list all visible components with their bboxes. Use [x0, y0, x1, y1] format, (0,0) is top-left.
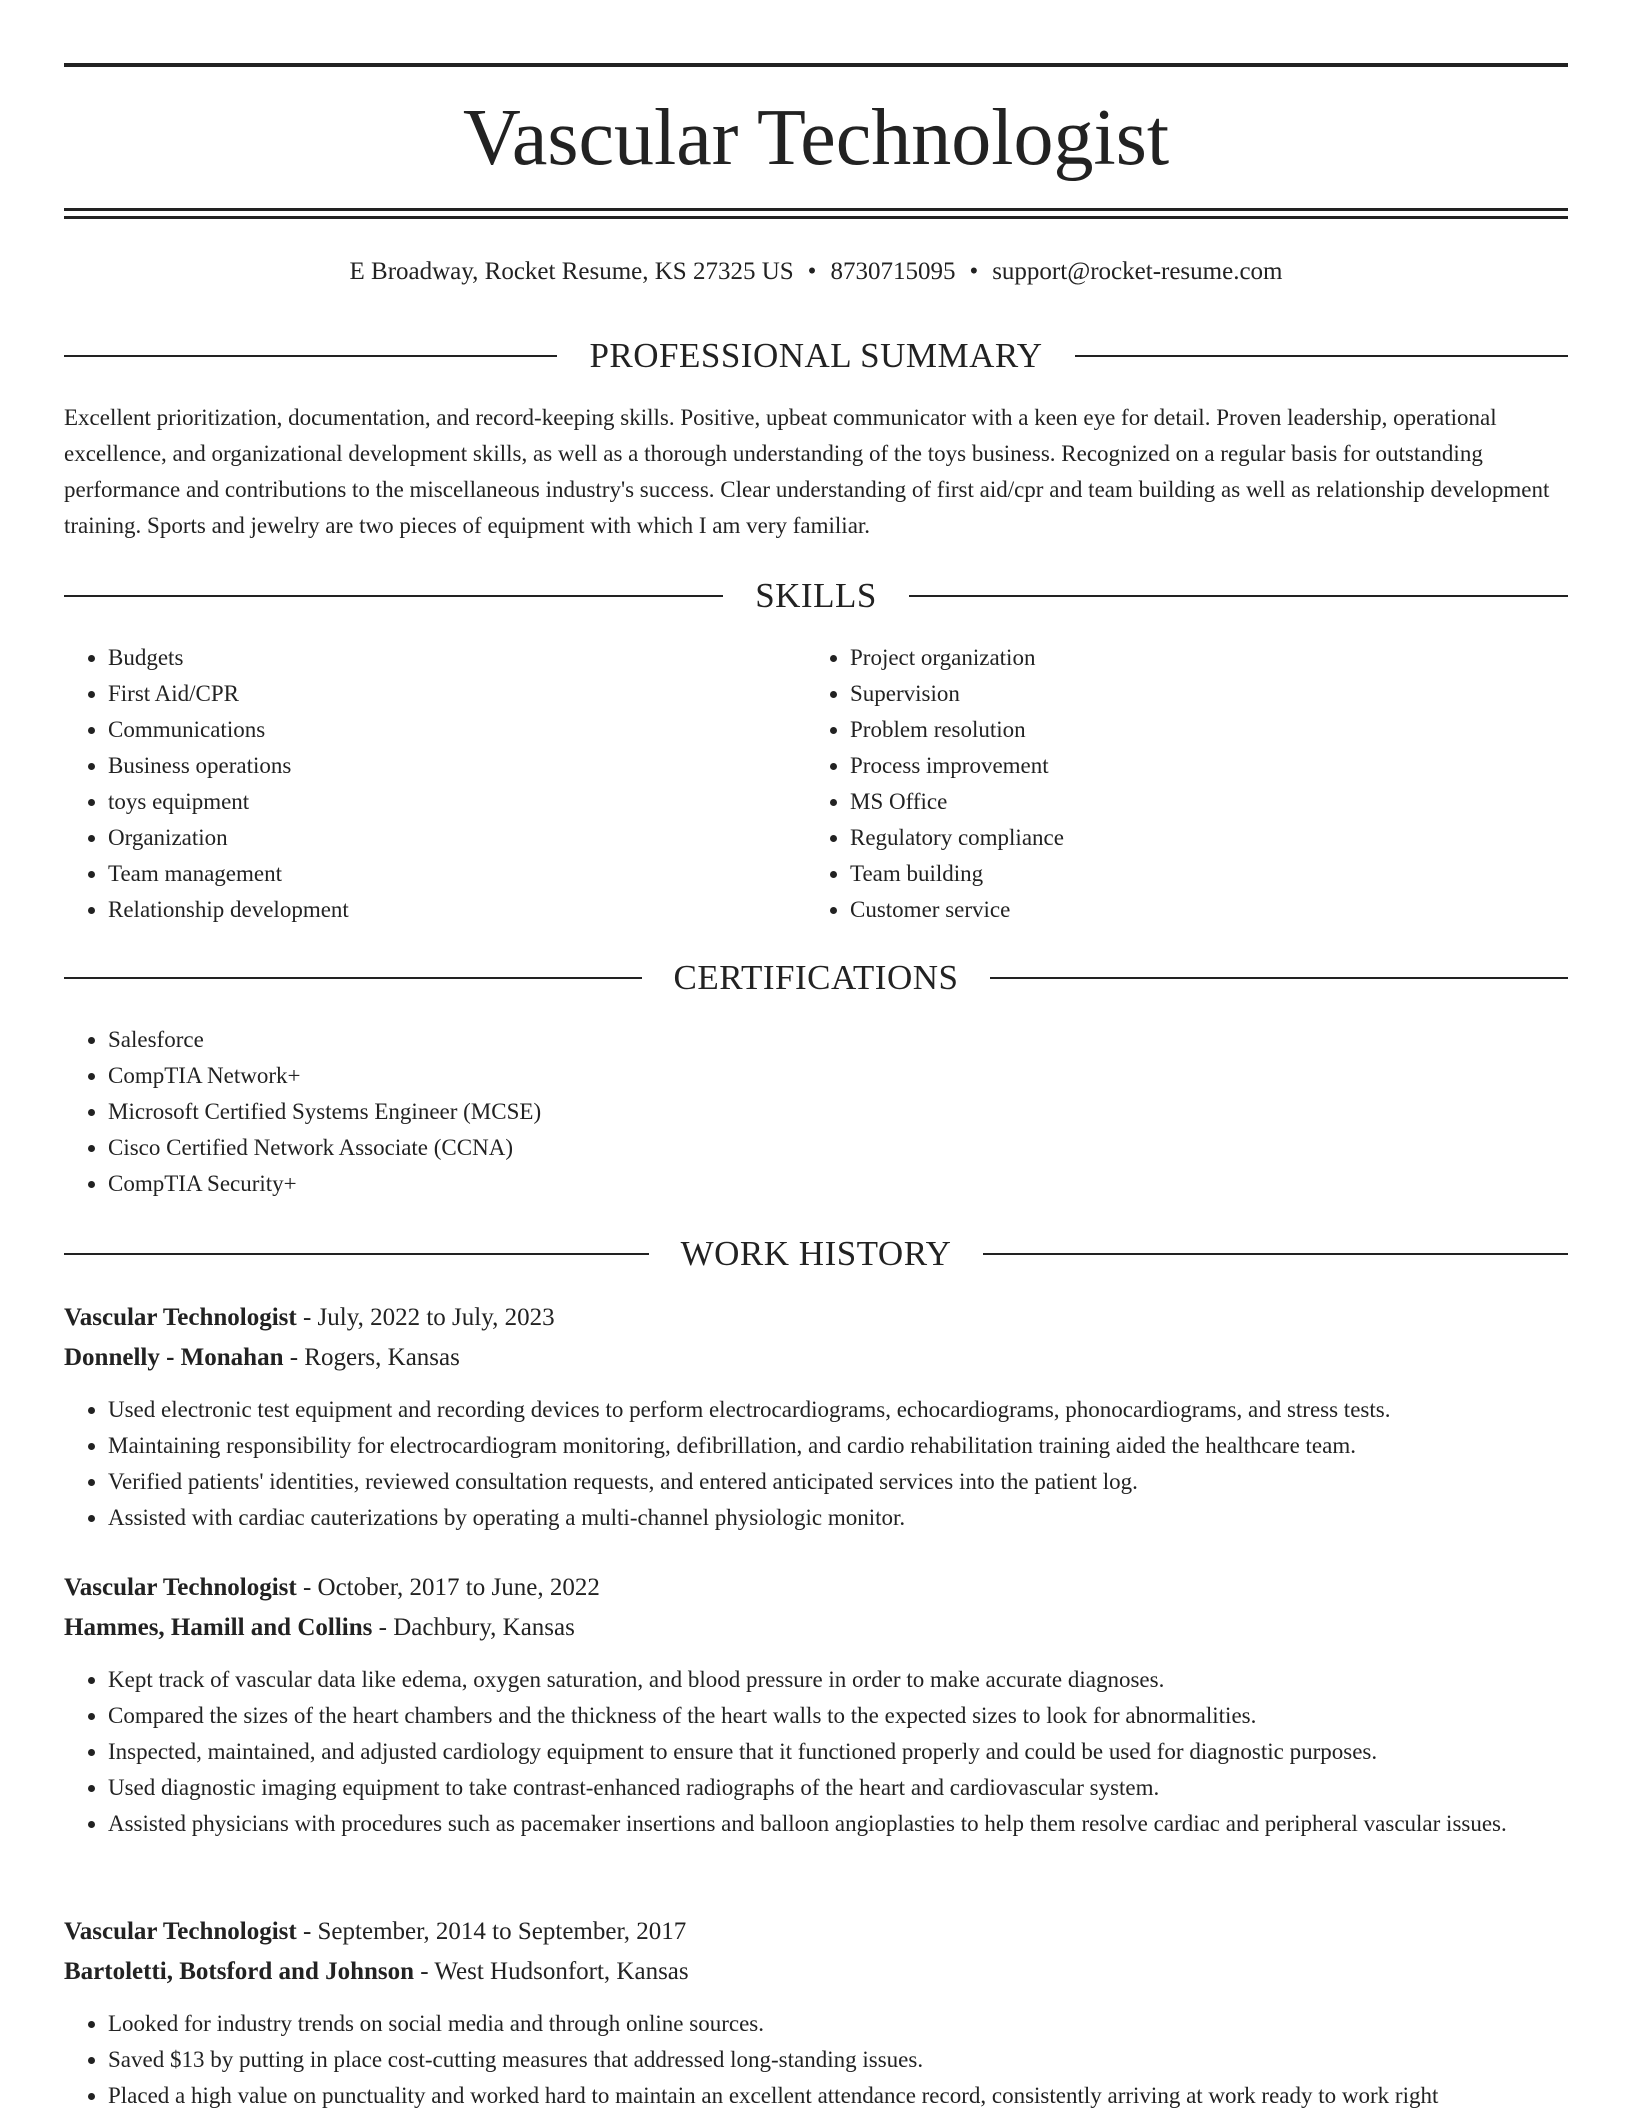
- list-item: • Project organization: [850, 640, 1550, 676]
- list-item: • Organization: [108, 820, 808, 856]
- skills-list-right: [806, 640, 1550, 928]
- job-title: Vascular Technologist: [64, 1918, 297, 1945]
- job-company: Hammes, Hamill and Collins: [64, 1614, 373, 1641]
- job-title: Vascular Technologist: [64, 1304, 297, 1331]
- job-dates: - September, 2014 to September, 2017: [296, 1918, 687, 1945]
- list-item: • CompTIA Network+: [108, 1058, 1568, 1094]
- list-item: • Used diagnostic imaging equipment to take contrast-enhanced radiographs of the heart and cardiovascular system.: [108, 1770, 1568, 1806]
- job-title-line: [64, 1912, 1568, 1952]
- section-title: SKILLS: [755, 576, 877, 615]
- list-item: • Inspected, maintained, and adjusted cardiology equipment to ensure that it functioned properly and could be used for diagnostic purposes.: [108, 1734, 1568, 1770]
- list-item: • Maintaining responsibility for electrocardiogram monitoring, defibrillation, and cardio rehabilitation training aided the healthcare team.: [108, 1428, 1568, 1464]
- list-item: • Process improvement: [850, 748, 1550, 784]
- list-item: • Supervision: [850, 676, 1550, 712]
- list-item: • Microsoft Certified Systems Engineer (MCSE): [108, 1094, 1568, 1130]
- list-item: • Assisted with cardiac cauterizations by operating a multi-channel physiologic monitor.: [108, 1500, 1568, 1536]
- contact-separator: •: [807, 258, 817, 285]
- contact-address: E Broadway, Rocket Resume, KS 27325 US: [349, 258, 794, 285]
- job-title-line: [64, 1568, 1568, 1608]
- section-heading-summary: [64, 334, 1568, 378]
- list-item: • Team building: [850, 856, 1550, 892]
- list-item: • Salesforce: [108, 1022, 1568, 1058]
- skills-list-left: [64, 640, 808, 928]
- list-item: • Business operations: [108, 748, 808, 784]
- job-title-line: [64, 1298, 1568, 1338]
- job-bullets: [64, 1662, 1568, 1842]
- section-title: WORK HISTORY: [680, 1234, 952, 1273]
- list-item: • Kept track of vascular data like edema, oxygen saturation, and blood pressure in order to make accurate diagnoses.: [108, 1662, 1568, 1698]
- summary-paragraph: Excellent prioritization, documentation, and record-keeping skills. Positive, upbeat communicator with a keen eye for detail. Proven leadership, operational excellence, and organizational development skills, as well as a thorough understanding of the toys business. Recognized on a regular basis for outstanding performance and contributions to the miscellaneous industry's success. Clear understanding of first aid/cpr and team building as well as relationship development training. Sports and jewelry are two pieces of equipment with which I am very familiar.: [64, 405, 1550, 538]
- section-rule: [64, 355, 557, 357]
- job-company-line: [64, 1338, 1568, 1378]
- certifications-list: [64, 1022, 1568, 1202]
- page-title: Vascular Technologist: [462, 94, 1170, 182]
- job-dates: - October, 2017 to June, 2022: [296, 1574, 600, 1601]
- list-item: • Used electronic test equipment and recording devices to perform electrocardiograms, echocardiograms, phonocardiograms, and stress tests.: [108, 1392, 1568, 1428]
- section-rule: [909, 595, 1568, 597]
- job-dates: - July, 2022 to July, 2023: [296, 1304, 555, 1331]
- list-item: • Saved $13 by putting in place cost-cutting measures that addressed long-standing issues.: [108, 2042, 1568, 2078]
- section-rule: [64, 977, 642, 979]
- list-item: • Customer service: [850, 892, 1550, 928]
- job-location: - Dachbury, Kansas: [372, 1614, 575, 1641]
- job-bullets: [64, 1392, 1568, 1536]
- job-company: Donnelly - Monahan: [64, 1344, 284, 1371]
- contact-email: support@rocket-resume.com: [992, 258, 1283, 285]
- list-item: • Communications: [108, 712, 808, 748]
- section-rule: [1075, 355, 1568, 357]
- list-item: • Regulatory compliance: [850, 820, 1550, 856]
- job-location: - West Hudsonfort, Kansas: [414, 1958, 689, 1985]
- list-item: • Budgets: [108, 640, 808, 676]
- section-title: CERTIFICATIONS: [673, 958, 959, 997]
- title-double-rule-upper: [64, 208, 1568, 211]
- section-title: PROFESSIONAL SUMMARY: [589, 336, 1043, 375]
- list-item: • Compared the sizes of the heart chambers and the thickness of the heart walls to the expected sizes to look for abnormalities.: [108, 1698, 1568, 1734]
- section-rule: [990, 977, 1568, 979]
- top-rule: [64, 63, 1568, 67]
- section-heading-certifications: [64, 956, 1568, 1000]
- list-item: • Cisco Certified Network Associate (CCNA): [108, 1130, 1568, 1166]
- job-company-line: [64, 1952, 1568, 1992]
- list-item: • MS Office: [850, 784, 1550, 820]
- job-location: - Rogers, Kansas: [283, 1344, 460, 1371]
- list-item: • Team management: [108, 856, 808, 892]
- title-double-rule-lower: [64, 216, 1568, 219]
- list-item: • Relationship development: [108, 892, 808, 928]
- section-rule: [983, 1253, 1568, 1255]
- section-rule: [64, 1253, 649, 1255]
- list-item: • Problem resolution: [850, 712, 1550, 748]
- list-item: • CompTIA Security+: [108, 1166, 1568, 1202]
- job-company-line: [64, 1608, 1568, 1648]
- list-item: • Assisted physicians with procedures such as pacemaker insertions and balloon angioplasties to help them resolve cardiac and peripheral vascular issues.: [108, 1806, 1568, 1842]
- list-item: • toys equipment: [108, 784, 808, 820]
- section-rule: [64, 595, 723, 597]
- job-bullets: [64, 2006, 1568, 2114]
- contact-phone: 8730715095: [830, 258, 956, 285]
- list-item: • Verified patients' identities, reviewed consultation requests, and entered anticipated services into the patient log.: [108, 1464, 1568, 1500]
- job-company: Bartoletti, Botsford and Johnson: [64, 1958, 415, 1985]
- list-item: • Placed a high value on punctuality and worked hard to maintain an excellent attendance record, consistently arriving at work ready to work right: [108, 2078, 1568, 2114]
- section-heading-work-history: [64, 1232, 1568, 1276]
- list-item: • Looked for industry trends on social media and through online sources.: [108, 2006, 1568, 2042]
- contact-line: [64, 252, 1568, 292]
- list-item: • First Aid/CPR: [108, 676, 808, 712]
- contact-separator: •: [969, 258, 979, 285]
- section-heading-skills: [64, 574, 1568, 618]
- job-title: Vascular Technologist: [64, 1574, 297, 1601]
